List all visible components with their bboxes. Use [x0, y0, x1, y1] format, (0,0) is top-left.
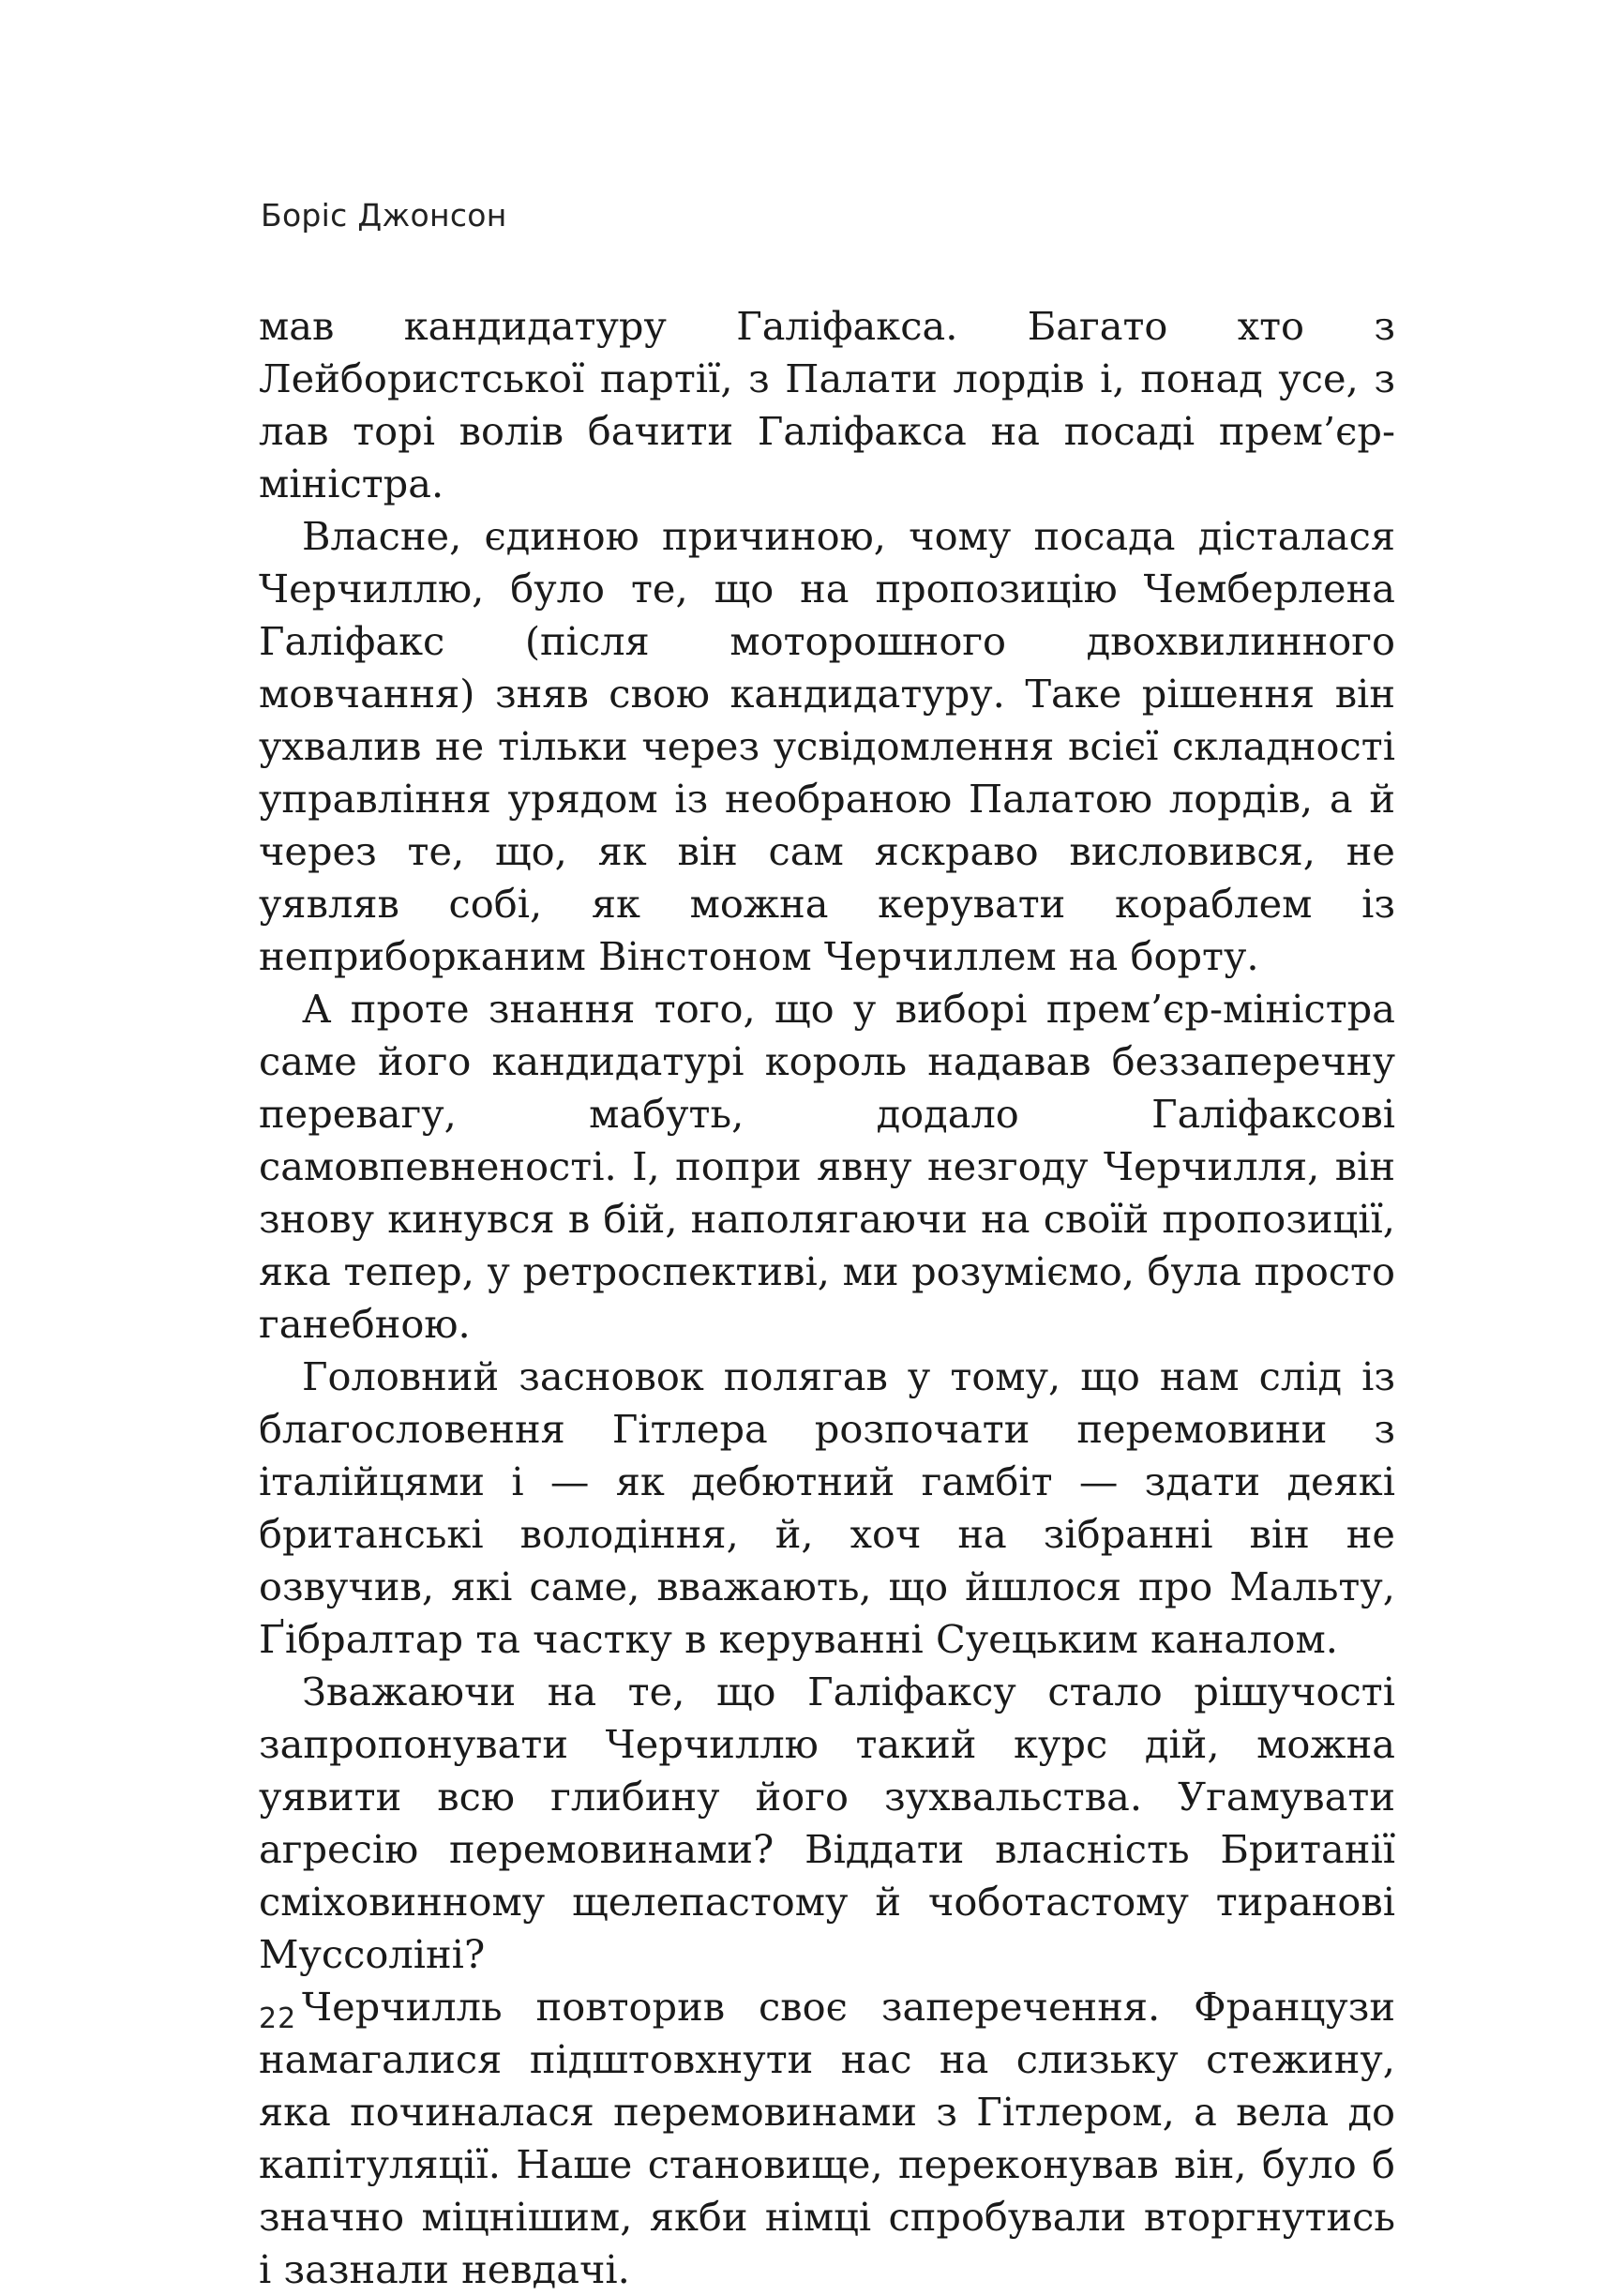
paragraph: мав кандидатуру Галіфакса. Багато хто з Лейбористської партії, з Палати лордів і, понад усе, з лав торі волів бачити Галіфакса на посаді прем’єр-міністра.	[259, 303, 1395, 506]
paragraph: А проте знання того, що у виборі прем’єр-міністра саме його кандидатурі король надавав беззаперечну перевагу, мабуть, додало Галіфаксові самовпевненості. І, попри явну незгоду Черчилля, він знову кинувся в бій, наполягаючи на своїй пропозиції, яка тепер, у ретроспективі, ми розуміємо, була просто ганебною.	[259, 986, 1395, 1347]
page-number: 22	[259, 2002, 297, 2035]
paragraph: Черчилль повторив своє заперечення. Французи намагалися підштовхнути нас на слизьку стежину, яка починалася перемовинами з Гітлером, а вела до капітуляції. Наше становище, переконував він, було б значно міцнішим, якби німці спробували вторгнутись і зазнали невдачі.	[259, 1984, 1395, 2292]
body-text	[259, 300, 1395, 2296]
paragraph: Головний засновок полягав у тому, що нам слід із благословення Гітлера розпочати перемовини з італійцями і — як дебютний гамбіт — здати деякі британські володіння, й, хоч на зібранні він не озвучив, які саме, вважають, що йшлося про Мальту, Ґібралтар та частку в керуванні Суецьким каналом.	[259, 1353, 1395, 1662]
paragraph: Власне, єдиною причиною, чому посада дісталася Черчиллю, було те, що на пропозицію Чемберлена Галіфакс (після моторошного двохвилинного мовчання) зняв свою кандидатуру. Таке рішення він ухвалив не тільки через усвідомлення всієї складності управління урядом із необраною Палатою лордів, а й через те, що, як він сам яскраво висловився, не уявляв собі, як можна керувати кораблем із неприборканим Вінстоном Черчиллем на борту.	[259, 513, 1395, 979]
paragraph: Зважаючи на те, що Галіфаксу стало рішучості запропонувати Черчиллю такий курс дій, можна уявити всю глибину його зухвальства. Угамувати агресію перемовинами? Віддати власність Британії сміховинному щелепастому й чоботастому тиранові Муссоліні?	[259, 1669, 1395, 1977]
running-head: Боріс Джонсон	[261, 197, 507, 234]
